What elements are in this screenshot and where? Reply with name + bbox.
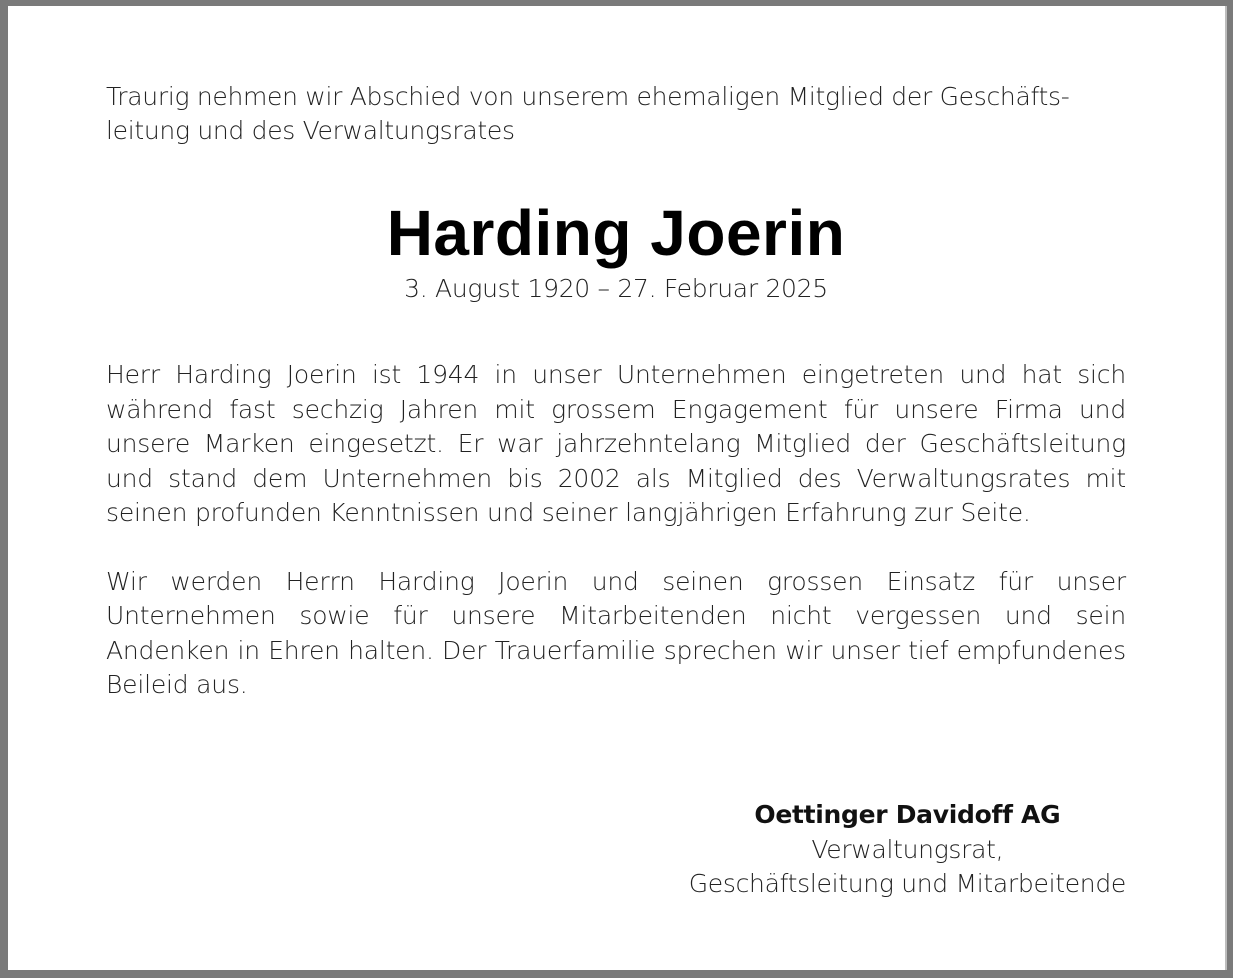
intro-line-2: leitung und des Verwaltungsrates: [106, 116, 515, 145]
deceased-name: Harding Joerin: [386, 197, 846, 269]
paragraph-biography: Herr Harding Joerin ist 1944 in unser Unternehmen eingetreten und hat sich während fast sechzig Jahren mit grossem Engagement für unsere Firma und unsere Marken eingesetzt. Er war jahrzehntelang Mitglied der Geschäftsleitung und stand dem Unternehmen bis 2002 als Mitglied des Verwaltungsrates mit seinen profunden Kenntnissen und seiner langjährigen Erfahrung zur Seite.: [106, 360, 1126, 527]
signature-line-1: Verwaltungsrat,: [811, 834, 1004, 864]
signature-company: Oettinger Davidoff AG: [754, 800, 1061, 829]
intro-text: [106, 80, 1126, 148]
paragraph-condolence: Wir werden Herrn Harding Joerin und seinen grossen Einsatz für unser Unternehmen sowie für unsere Mitarbeitenden nicht vergessen und sein Andenken in Ehren halten. Der Trauerfamilie sprechen wir unser tief empfundenes Beileid aus.: [106, 566, 1126, 699]
intro-line-1: Traurig nehmen wir Abschied von unserem ehemaligen Mitglied der Geschäfts-: [106, 82, 1070, 111]
signature-line-2: Geschäftsleitung und Mitarbeitende: [688, 869, 1126, 898]
signature-block: [689, 798, 1126, 902]
life-dates: 3. August 1920 – 27. Februar 2025: [404, 274, 828, 303]
notice-content: [106, 80, 1126, 898]
